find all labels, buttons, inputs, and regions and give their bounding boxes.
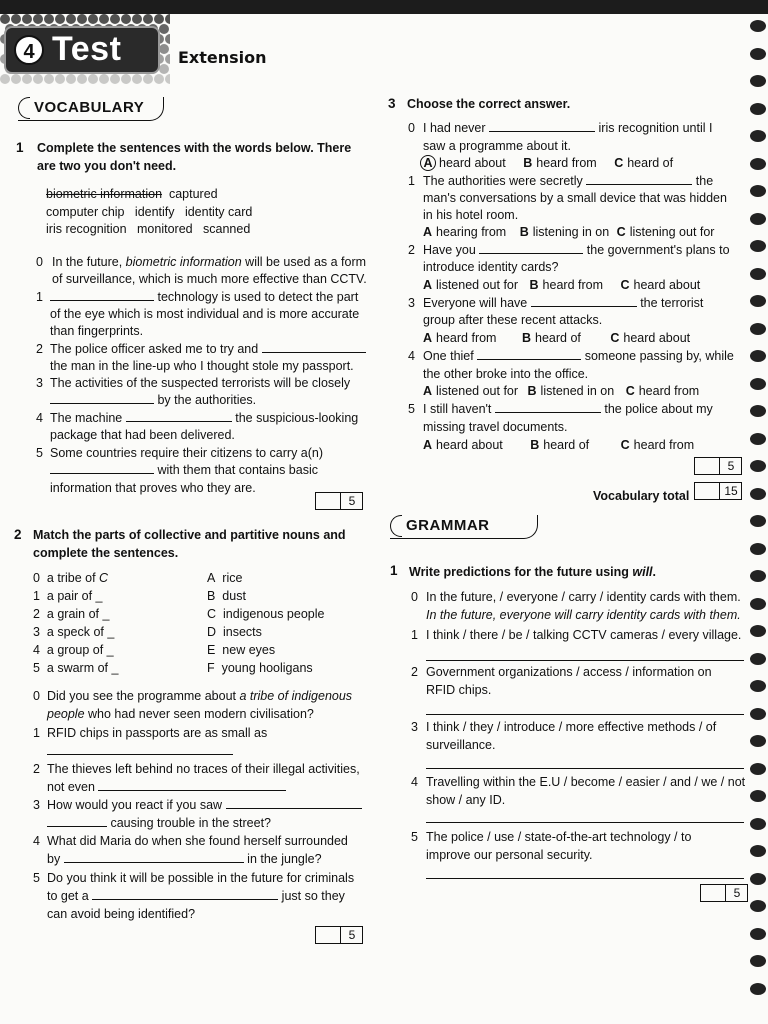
- item-number: 5: [408, 402, 415, 416]
- header-dot: [66, 14, 76, 24]
- header-dot: [165, 14, 170, 24]
- header-dot: [99, 14, 109, 24]
- binding-ring: [750, 350, 766, 362]
- answer-options: [423, 223, 714, 241]
- sentence: Do you think it will be possible in the future for criminals: [47, 871, 355, 885]
- question-instruction: complete the sentences.: [33, 546, 179, 560]
- score-max: 5: [340, 927, 363, 943]
- sentence: RFID chips in passports are as small as: [47, 726, 268, 740]
- sentence: to get a just so they: [47, 889, 345, 903]
- item-number: 0: [411, 590, 418, 604]
- match-right-item: E new eyes: [207, 643, 276, 657]
- option-c[interactable]: C heard from: [620, 438, 695, 452]
- header-dot: [0, 74, 10, 84]
- sentence: Everyone will have the terrorist: [423, 296, 704, 310]
- test-badge: [4, 26, 160, 74]
- header-dot: [33, 74, 43, 84]
- option-b[interactable]: B heard of: [530, 438, 590, 452]
- header-dot: [22, 14, 32, 24]
- score-max: 5: [340, 493, 363, 509]
- question-number: 2: [14, 527, 22, 542]
- answer-blank[interactable]: [477, 347, 581, 360]
- answer-line[interactable]: [426, 878, 744, 879]
- item-number: 4: [36, 411, 43, 425]
- word-bank-row: [46, 185, 218, 203]
- item-number: 1: [411, 628, 418, 642]
- binding-ring: [750, 48, 766, 60]
- binding-ring: [750, 213, 766, 225]
- sentence: of surveillance, which is much more effective than CCTV.: [52, 272, 367, 286]
- item-number: 2: [36, 342, 43, 356]
- binding-ring: [750, 708, 766, 720]
- match-right-item: D insects: [207, 625, 262, 639]
- header-dot: [22, 74, 32, 84]
- answer-options: [423, 436, 708, 454]
- binding-ring: [750, 845, 766, 857]
- item-number: 3: [36, 376, 43, 390]
- question-instruction: Choose the correct answer.: [407, 97, 571, 111]
- header-dot: [159, 24, 169, 34]
- header-dot: [0, 14, 10, 24]
- sentence: What did Maria do when she found herself surrounded: [47, 834, 348, 848]
- answer-blank[interactable]: [47, 814, 107, 827]
- sentence: The authorities were secretly the: [423, 174, 714, 188]
- word-bank-row: computer chip identify identity card: [46, 205, 253, 219]
- answer-blank[interactable]: [50, 461, 154, 474]
- sentence: not even: [47, 778, 286, 796]
- item-number: 5: [411, 830, 418, 844]
- prompt: improve our personal security.: [426, 848, 593, 862]
- header-dot: [88, 14, 98, 24]
- binding-ring: [750, 955, 766, 967]
- binding-ring: [750, 598, 766, 610]
- answer-blank[interactable]: [226, 796, 362, 809]
- header-dot: [55, 14, 65, 24]
- question-number: 1: [390, 563, 398, 578]
- header-dot: [88, 74, 98, 84]
- binding-ring: [750, 268, 766, 280]
- sentence: by the authorities.: [50, 391, 256, 409]
- sentence: group after these recent attacks.: [423, 313, 603, 327]
- answer-options: [423, 329, 704, 347]
- answer-blank[interactable]: [489, 119, 595, 132]
- sentence: One thief someone passing by, while: [423, 349, 734, 363]
- unit-number: 4: [14, 35, 44, 65]
- score-box[interactable]: [694, 457, 742, 475]
- sentence: can avoid being identified?: [47, 907, 196, 921]
- header-dot: [154, 14, 164, 24]
- header-band: [0, 0, 768, 14]
- binding-ring: [750, 570, 766, 582]
- prompt: The police / use / state-of-the-art technology / to: [426, 830, 692, 844]
- header-dot: [143, 74, 153, 84]
- sentence: causing trouble in the street?: [47, 814, 271, 832]
- header-dot: [165, 54, 170, 64]
- binding-ring: [750, 75, 766, 87]
- answer-line[interactable]: [426, 714, 744, 715]
- binding-ring: [750, 515, 766, 527]
- item-number: 5: [36, 446, 43, 460]
- sentence: Have you the government's plans to: [423, 243, 730, 257]
- header-dot: [55, 74, 65, 84]
- item-number: 3: [408, 296, 415, 310]
- header-dot: [33, 14, 43, 24]
- answer-blank[interactable]: [92, 887, 278, 900]
- sentence: saw a programme about it.: [423, 139, 571, 153]
- header-dot: [11, 74, 21, 84]
- option-c[interactable]: C heard from: [625, 384, 700, 398]
- item-number: 1: [36, 290, 43, 304]
- sentence: information that proves who they are.: [50, 481, 256, 495]
- option-b[interactable]: B heard from: [523, 156, 597, 170]
- prompt: show / any ID.: [426, 793, 506, 807]
- prompt: RFID chips.: [426, 683, 492, 697]
- vocabulary-tab: VOCABULARY: [18, 97, 164, 121]
- item-number: 0: [33, 689, 40, 703]
- sentence: technology is used to detect the part: [50, 288, 358, 306]
- answer-blank[interactable]: [262, 340, 366, 353]
- binding-ring: [750, 323, 766, 335]
- answer-blank[interactable]: [586, 172, 692, 185]
- bank-word: captured: [168, 187, 218, 201]
- binding-ring: [750, 405, 766, 417]
- prompt: I think / they / introduce / more effective methods / of: [426, 720, 717, 734]
- score-max: 5: [725, 885, 748, 901]
- binding-ring: [750, 873, 766, 885]
- used-word: biometric information: [46, 187, 163, 201]
- match-left-item: 3 a speck of _: [33, 625, 115, 639]
- sentence: The activities of the suspected terrorists will be closely: [50, 376, 351, 390]
- prompt: surveillance.: [426, 738, 496, 752]
- score-max: 5: [719, 458, 742, 474]
- sentence: How would you react if you saw: [47, 796, 362, 814]
- answer-blank[interactable]: [531, 294, 637, 307]
- answer-options: [423, 276, 714, 294]
- binding-ring: [750, 158, 766, 170]
- binding-ring: [750, 130, 766, 142]
- header-dot: [44, 74, 54, 84]
- sentence: The thieves left behind no traces of their illegal activities,: [47, 762, 360, 776]
- question-instruction: Complete the sentences with the words below. There: [37, 141, 352, 155]
- option-a[interactable]: A listened out for: [423, 384, 519, 398]
- answer-blank[interactable]: [495, 400, 601, 413]
- sentence: the man in the line-up who I thought stole my passport.: [50, 359, 354, 373]
- binding-ring: [750, 460, 766, 472]
- binding-ring: [750, 928, 766, 940]
- header-dot: [165, 74, 170, 84]
- match-right-item: A rice: [207, 571, 243, 585]
- sentence: Did you see the programme about a tribe of indigenous: [47, 689, 353, 703]
- option-b[interactable]: B listened in on: [527, 384, 615, 398]
- match-right-item: B dust: [207, 589, 246, 603]
- match-left-item: 2 a grain of _: [33, 607, 110, 621]
- header-dot: [110, 14, 120, 24]
- match-left-item: 4 a group of _: [33, 643, 114, 657]
- option-c[interactable]: C heard about: [610, 331, 691, 345]
- header-dot: [121, 14, 131, 24]
- option-b[interactable]: B heard from: [529, 278, 603, 292]
- match-left-item: 0 a tribe of C: [33, 571, 109, 585]
- option-b[interactable]: B listening in on: [519, 225, 610, 239]
- sentence: people who had never seen modern civilisation?: [47, 707, 314, 721]
- answer-blank[interactable]: [479, 241, 583, 254]
- match-left-item: 5 a swarm of _: [33, 661, 119, 675]
- answer-blank[interactable]: [47, 754, 233, 755]
- option-a[interactable]: A heard from: [423, 331, 497, 345]
- header-dot: [154, 74, 164, 84]
- score-box[interactable]: [700, 884, 748, 902]
- sentence: the other broke into the office.: [423, 367, 589, 381]
- sentence: missing travel documents.: [423, 420, 568, 434]
- header-dot: [121, 74, 131, 84]
- vocabulary-total-label: Vocabulary total: [593, 489, 690, 503]
- item-number: 5: [33, 871, 40, 885]
- item-number: 4: [411, 775, 418, 789]
- option-c[interactable]: C heard about: [620, 278, 701, 292]
- binding-ring: [750, 790, 766, 802]
- binding-ring: [750, 625, 766, 637]
- header-dot: [77, 74, 87, 84]
- sentence: in his hotel room.: [423, 208, 519, 222]
- answer-blank[interactable]: [50, 288, 154, 301]
- option-a-selected[interactable]: A heard about: [420, 154, 506, 172]
- score-box[interactable]: [315, 492, 363, 510]
- item-number: 2: [411, 665, 418, 679]
- match-right-item: C indigenous people: [207, 607, 325, 621]
- header-dot: [44, 14, 54, 24]
- item-number: 2: [408, 243, 415, 257]
- sentence: introduce identity cards?: [423, 260, 559, 274]
- binding-ring: [750, 378, 766, 390]
- sentence: Some countries require their citizens to carry a(n): [50, 446, 324, 460]
- header-dot: [77, 14, 87, 24]
- sentence: package that had been delivered.: [50, 428, 235, 442]
- binding-ring: [750, 680, 766, 692]
- binding-ring: [750, 20, 766, 32]
- spiral-binding: [742, 20, 768, 1020]
- header-dot: [159, 44, 169, 54]
- sentence: man's conversations by a small device that was hidden: [423, 191, 727, 205]
- word-bank-row: iris recognition monitored scanned: [46, 222, 251, 236]
- test-title: Test: [52, 30, 122, 68]
- question-instruction: Write predictions for the future using will.: [409, 565, 657, 579]
- match-left-item: 1 a pair of _: [33, 589, 103, 603]
- header-dot: [132, 74, 142, 84]
- vocabulary-total-box[interactable]: [694, 482, 742, 500]
- header-dot: [110, 74, 120, 84]
- header-dot: [11, 14, 21, 24]
- answer-line[interactable]: [426, 660, 744, 661]
- answer-options: [423, 382, 713, 400]
- binding-ring: [750, 818, 766, 830]
- vocabulary-total-max: 15: [719, 483, 742, 499]
- binding-ring: [750, 653, 766, 665]
- binding-ring: [750, 983, 766, 995]
- binding-ring: [750, 763, 766, 775]
- item-number: 0: [36, 255, 43, 269]
- extension-label: Extension: [178, 48, 267, 67]
- sentence: The police officer asked me to try and: [50, 340, 366, 358]
- item-number: 3: [33, 798, 40, 812]
- sentence: by in the jungle?: [47, 852, 322, 866]
- sentence: The machine the suspicious-looking: [50, 411, 359, 425]
- sentence: In the future, biometric information will be used as a form: [52, 255, 367, 269]
- answer-line[interactable]: [426, 822, 744, 823]
- binding-ring: [750, 240, 766, 252]
- prompt: In the future, / everyone / carry / identity cards with them.: [426, 590, 741, 604]
- binding-ring: [750, 295, 766, 307]
- prompt: I think / there / be / talking CCTV cameras / every village.: [426, 628, 742, 642]
- header-dot: [99, 74, 109, 84]
- item-number: 4: [408, 349, 415, 363]
- answer-blank[interactable]: [126, 409, 232, 422]
- header-dot: [165, 34, 170, 44]
- header-dot: [66, 74, 76, 84]
- option-c[interactable]: C listening out for: [616, 225, 715, 239]
- header-dot: [132, 14, 142, 24]
- question-instruction: Match the parts of collective and partitive nouns and: [33, 528, 346, 542]
- item-number: 0: [408, 121, 415, 135]
- answer-options: [420, 154, 687, 172]
- item-number: 2: [33, 762, 40, 776]
- answer-blank[interactable]: [50, 391, 154, 404]
- binding-ring: [750, 543, 766, 555]
- sentence: than fingerprints.: [50, 324, 144, 338]
- binding-ring: [750, 185, 766, 197]
- option-b[interactable]: B heard of: [521, 331, 581, 345]
- option-c[interactable]: C heard of: [614, 156, 674, 170]
- answer-blank[interactable]: [64, 850, 244, 863]
- item-number: 1: [33, 726, 40, 740]
- header-dot: [159, 64, 169, 74]
- grammar-tab: GRAMMAR: [390, 515, 538, 539]
- score-box[interactable]: [315, 926, 363, 944]
- prompt: Travelling within the E.U / become / easier / and / we / not: [426, 775, 746, 789]
- item-number: 3: [411, 720, 418, 734]
- binding-ring: [750, 488, 766, 500]
- prompt: Government organizations / access / information on: [426, 665, 712, 679]
- binding-ring: [750, 433, 766, 445]
- item-number: 1: [408, 174, 415, 188]
- answer-blank[interactable]: [98, 778, 286, 791]
- sentence: of the eye which is most individual and is more accurate: [50, 307, 360, 321]
- question-number: 1: [16, 140, 24, 155]
- example-answer: In the future, everyone will carry identity cards with them.: [426, 608, 741, 622]
- sentence: I still haven't the police about my: [423, 402, 713, 416]
- item-number: 4: [33, 834, 40, 848]
- match-right-item: F young hooligans: [207, 661, 313, 675]
- option-a[interactable]: A hearing from: [423, 225, 507, 239]
- option-a[interactable]: A heard about: [423, 438, 503, 452]
- header-dot: [143, 14, 153, 24]
- binding-ring: [750, 900, 766, 912]
- binding-ring: [750, 103, 766, 115]
- question-instruction: are two you don't need.: [37, 159, 177, 173]
- sentence: I had never iris recognition until I: [423, 121, 713, 135]
- option-a[interactable]: A listened out for: [423, 278, 519, 292]
- question-number: 3: [388, 96, 396, 111]
- binding-ring: [750, 735, 766, 747]
- sentence: with them that contains basic: [50, 461, 318, 479]
- answer-line[interactable]: [426, 768, 744, 769]
